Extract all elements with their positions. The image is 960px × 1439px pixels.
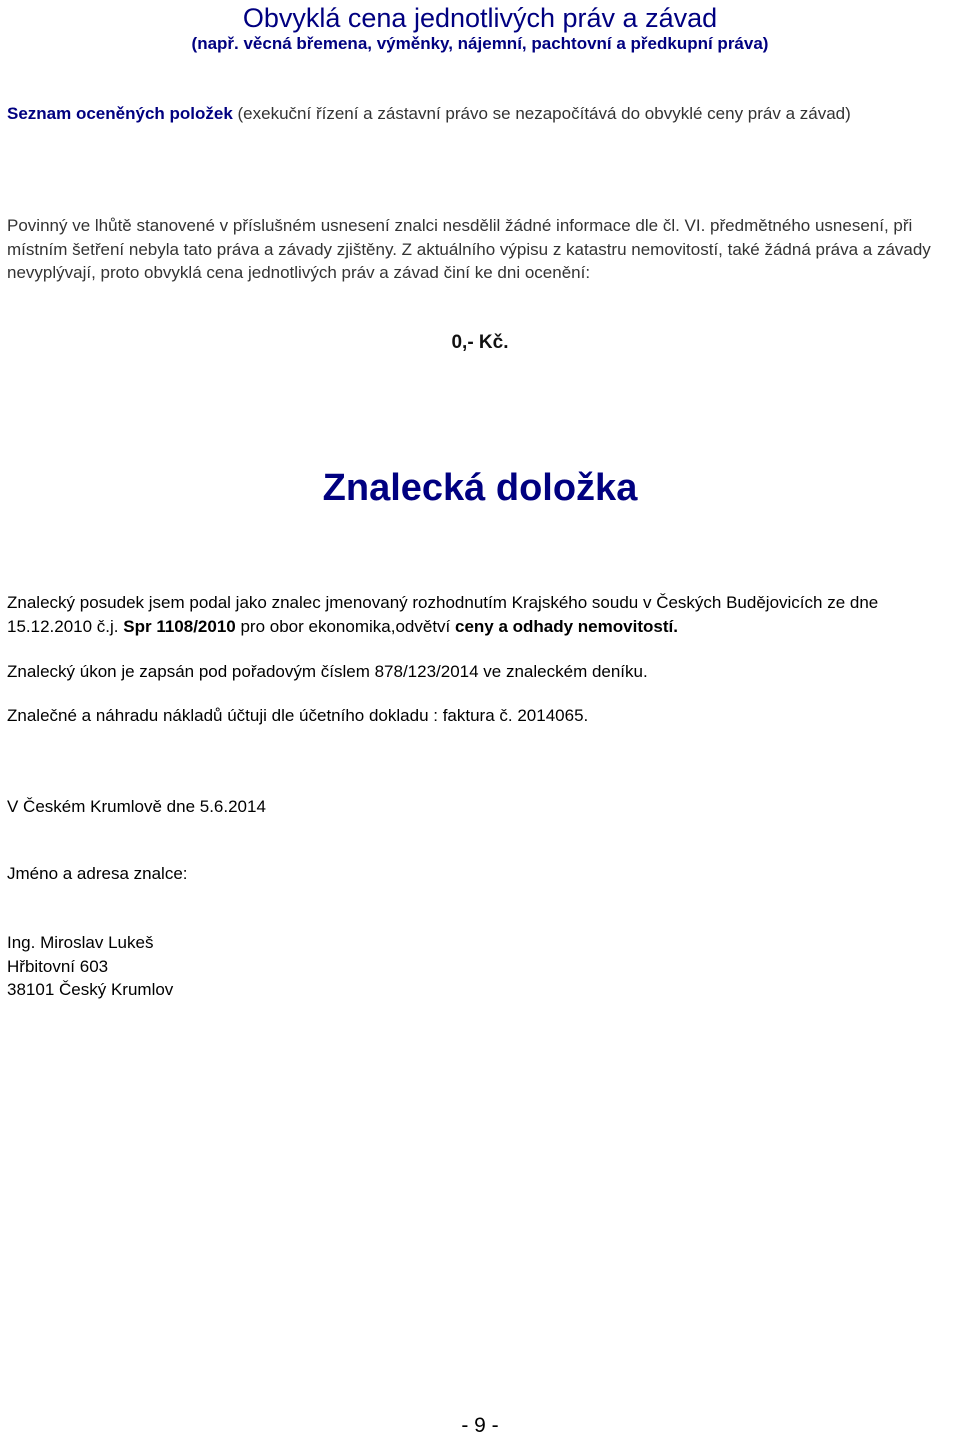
file-reference: Spr 1108/2010 (123, 616, 236, 636)
expert-address (7, 931, 957, 1002)
expert-city: 38101 Český Krumlov (7, 980, 174, 999)
expert-appointment-paragraph (7, 591, 957, 638)
expert-street: Hřbitovní 603 (7, 956, 109, 976)
field-text: pro obor ekonomika,odvětví (235, 616, 455, 636)
expert-name: Ing. Miroslav Lukeš (7, 933, 154, 952)
page-number: - 9 - (461, 1414, 499, 1437)
seznam-note: (exekuční řízení a zástavní právo se nezapočítává do obvyklé ceny práv a závad) (232, 104, 851, 123)
seznam-label: Seznam oceněných položek (7, 104, 233, 123)
field-name: ceny a odhady nemovitostí. (454, 616, 678, 636)
expert-clause-heading: Znalecká doložka (322, 467, 638, 509)
fee-paragraph: Znalečné a náhradu nákladů účtuji dle účetního dokladu : faktura č. 2014065. (7, 706, 589, 725)
place-date: V Českém Krumlově dne 5.6.2014 (7, 797, 266, 816)
seznam-paragraph (7, 102, 953, 125)
section-title: Obvyklá cena jednotlivých práv a závad (242, 3, 718, 33)
registry-paragraph: Znalecký úkon je zapsán pod pořadovým číslem 878/123/2014 ve znaleckém deníku. (7, 662, 648, 681)
name-address-label: Jméno a adresa znalce: (7, 864, 188, 883)
price-value: 0,- Kč. (451, 332, 509, 353)
section-subtitle: (např. věcná břemena, výměnky, nájemní, pachtovní a předkupní práva) (191, 34, 769, 53)
rights-paragraph: Povinný ve lhůtě stanovené v příslušném usnesení znalci nesdělil žádné informace dle čl. VI. předmětného usnesení, při místním šetření nebyla tato práva a závady zjištěny. Z aktuálního výpisu z katastru nemovitostí, také žádná práva a závady nevyplývají, proto obvyklá cena jednotlivých práv a závad činí ke dni ocenění: (7, 216, 931, 282)
appointment-text: Znalecký posudek jsem podal jako znalec jmenovaný rozhodnutím Krajského soudu v Českých Budějovicích ze dne 15.12.2010 č.j. (7, 593, 879, 636)
